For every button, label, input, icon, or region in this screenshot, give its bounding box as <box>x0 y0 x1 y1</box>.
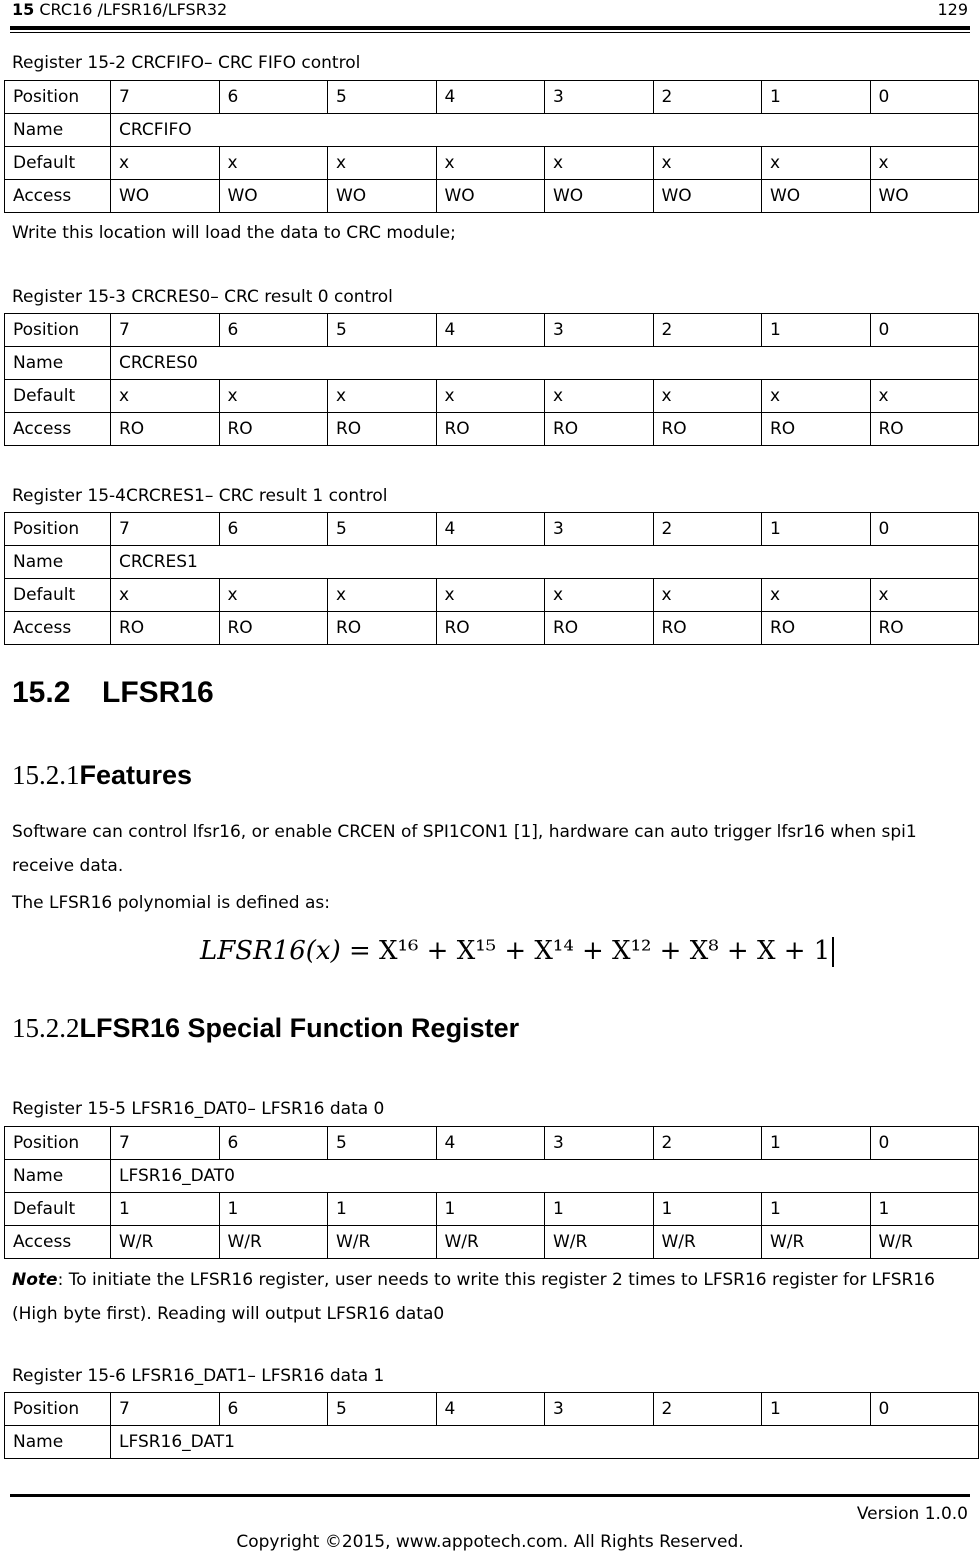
note-text: : To initiate the LFSR16 register, user needs to write this register 2 times to LFSR16 register for LFSR16 (High byte first). Reading will output LFSR16 data0 <box>12 1270 935 1324</box>
bit-cell: 5 <box>328 81 437 114</box>
row-label: Name <box>5 114 111 147</box>
bit-cell: 1 <box>762 1193 871 1226</box>
register-caption: Register 15-4CRCRES1– CRC result 1 control <box>12 486 388 506</box>
note-label: Note <box>12 1270 58 1290</box>
row-label: Name <box>5 347 111 380</box>
default-row <box>5 147 979 180</box>
access-row <box>5 413 979 446</box>
page-header <box>12 0 968 20</box>
bit-cell: 7 <box>111 314 220 347</box>
bit-cell: x <box>762 147 871 180</box>
section-title: LFSR16 <box>102 676 214 709</box>
subsection-heading-features <box>12 760 192 791</box>
bit-cell: W/R <box>219 1226 328 1259</box>
row-label: Access <box>5 1226 111 1259</box>
default-row <box>5 1193 979 1226</box>
register-note <box>12 1263 972 1331</box>
bit-cell: 1 <box>762 1393 871 1426</box>
text-cursor <box>832 937 834 967</box>
bit-cell: x <box>762 380 871 413</box>
default-row <box>5 380 979 413</box>
bit-cell: x <box>111 380 220 413</box>
features-paragraph: Software can control lfsr16, or enable CRCEN of SPI1CON1 [1], hardware can auto trigger lfsr16 when spi1 receive data. <box>12 822 917 876</box>
bit-cell: RO <box>328 413 437 446</box>
register-table-crcres0 <box>4 313 979 446</box>
subsection-number: 15.2.2 <box>12 1013 80 1043</box>
register-table-lfsr16-dat0 <box>4 1126 979 1259</box>
register-name: CRCRES1 <box>111 546 979 579</box>
bit-cell: RO <box>870 612 979 645</box>
bit-cell: 2 <box>653 1393 762 1426</box>
row-label: Name <box>5 1160 111 1193</box>
row-label: Default <box>5 380 111 413</box>
name-row <box>5 347 979 380</box>
polynomial-intro: The LFSR16 polynomial is defined as: <box>12 893 330 913</box>
bit-cell: 1 <box>653 1193 762 1226</box>
version-label: Version 1.0.0 <box>856 1504 968 1524</box>
bit-cell: 2 <box>653 314 762 347</box>
bit-cell: 1 <box>436 1193 545 1226</box>
page-number: 129 <box>937 0 968 19</box>
row-label: Default <box>5 579 111 612</box>
subsection-title: LFSR16 Special Function Register <box>79 1013 520 1043</box>
bit-cell: x <box>762 579 871 612</box>
bit-cell: 1 <box>762 81 871 114</box>
register-table-crcfifo <box>4 80 979 213</box>
bit-cell: RO <box>762 612 871 645</box>
bit-cell: 7 <box>111 1393 220 1426</box>
bit-cell: WO <box>219 180 328 213</box>
row-label: Position <box>5 1393 111 1426</box>
bit-cell: x <box>436 147 545 180</box>
subsection-number: 15.2.1 <box>12 760 80 790</box>
bit-cell: x <box>545 380 654 413</box>
bit-cell: 2 <box>653 513 762 546</box>
position-row <box>5 1393 979 1426</box>
bit-cell: RO <box>328 612 437 645</box>
bit-cell: 3 <box>545 314 654 347</box>
chapter-heading <box>12 0 227 19</box>
bit-cell: RO <box>111 612 220 645</box>
formula-rhs: = X¹⁶ + X¹⁵ + X¹⁴ + X¹² + X⁸ + X + 1 <box>349 936 831 966</box>
bit-cell: W/R <box>436 1226 545 1259</box>
bit-cell: 2 <box>653 1127 762 1160</box>
register-caption: Register 15-6 LFSR16_DAT1– LFSR16 data 1 <box>12 1366 385 1386</box>
bit-cell: WO <box>653 180 762 213</box>
bit-cell: 5 <box>328 1127 437 1160</box>
bit-cell: RO <box>762 413 871 446</box>
bit-cell: x <box>436 380 545 413</box>
bit-cell: 5 <box>328 513 437 546</box>
bit-cell: RO <box>545 612 654 645</box>
bit-cell: RO <box>653 612 762 645</box>
bit-cell: x <box>328 380 437 413</box>
bit-cell: WO <box>111 180 220 213</box>
bit-cell: x <box>870 579 979 612</box>
bit-cell: 4 <box>436 1127 545 1160</box>
bit-cell: WO <box>436 180 545 213</box>
bit-cell: RO <box>653 413 762 446</box>
position-row <box>5 81 979 114</box>
row-label: Default <box>5 1193 111 1226</box>
subsection-title: Features <box>79 760 193 790</box>
row-label: Position <box>5 81 111 114</box>
bit-cell: 0 <box>870 1127 979 1160</box>
default-row <box>5 579 979 612</box>
bit-cell: x <box>653 579 762 612</box>
bit-cell: 3 <box>545 1393 654 1426</box>
header-rule-thin <box>10 32 970 33</box>
bit-cell: W/R <box>328 1226 437 1259</box>
bit-cell: 3 <box>545 81 654 114</box>
bit-cell: x <box>436 579 545 612</box>
register-caption: Register 15-2 CRCFIFO– CRC FIFO control <box>12 53 361 73</box>
subsection-heading-sfr <box>12 1013 519 1044</box>
bit-cell: 5 <box>328 314 437 347</box>
register-caption: Register 15-5 LFSR16_DAT0– LFSR16 data 0 <box>12 1099 385 1119</box>
bit-cell: x <box>219 147 328 180</box>
bit-cell: 0 <box>870 314 979 347</box>
bit-cell: x <box>545 579 654 612</box>
row-label: Access <box>5 413 111 446</box>
bit-cell: 4 <box>436 314 545 347</box>
access-row <box>5 180 979 213</box>
register-table-lfsr16-dat1 <box>4 1392 979 1459</box>
footer-rule <box>10 1494 970 1497</box>
register-table-crcres1 <box>4 512 979 645</box>
bit-cell: x <box>328 147 437 180</box>
bit-cell: 6 <box>219 1393 328 1426</box>
access-row <box>5 1226 979 1259</box>
name-row <box>5 1426 979 1459</box>
bit-cell: WO <box>545 180 654 213</box>
formula-lhs: LFSR16(x) <box>200 936 341 966</box>
row-label: Position <box>5 1127 111 1160</box>
bit-cell: WO <box>870 180 979 213</box>
name-row <box>5 1160 979 1193</box>
bit-cell: x <box>111 147 220 180</box>
bit-cell: 1 <box>545 1193 654 1226</box>
chapter-title: CRC16 /LFSR16/LFSR32 <box>39 0 228 19</box>
bit-cell: 7 <box>111 81 220 114</box>
name-row <box>5 546 979 579</box>
position-row <box>5 314 979 347</box>
register-note: Write this location will load the data to CRC module; <box>12 223 456 243</box>
bit-cell: RO <box>111 413 220 446</box>
bit-cell: 1 <box>870 1193 979 1226</box>
bit-cell: W/R <box>762 1226 871 1259</box>
row-label: Default <box>5 147 111 180</box>
name-row <box>5 114 979 147</box>
bit-cell: 1 <box>219 1193 328 1226</box>
bit-cell: 1 <box>762 513 871 546</box>
bit-cell: WO <box>328 180 437 213</box>
bit-cell: x <box>870 147 979 180</box>
row-label: Access <box>5 180 111 213</box>
bit-cell: 1 <box>762 1127 871 1160</box>
bit-cell: 2 <box>653 81 762 114</box>
position-row <box>5 513 979 546</box>
register-name: CRCRES0 <box>111 347 979 380</box>
row-label: Position <box>5 513 111 546</box>
bit-cell: x <box>870 380 979 413</box>
access-row <box>5 612 979 645</box>
bit-cell: RO <box>436 612 545 645</box>
bit-cell: x <box>653 380 762 413</box>
bit-cell: 0 <box>870 513 979 546</box>
register-name: CRCFIFO <box>111 114 979 147</box>
bit-cell: 0 <box>870 1393 979 1426</box>
bit-cell: x <box>219 380 328 413</box>
bit-cell: 4 <box>436 81 545 114</box>
register-name: LFSR16_DAT0 <box>111 1160 979 1193</box>
bit-cell: 4 <box>436 513 545 546</box>
bit-cell: x <box>653 147 762 180</box>
bit-cell: 6 <box>219 1127 328 1160</box>
bit-cell: RO <box>545 413 654 446</box>
section-number: 15.2 <box>12 676 71 709</box>
chapter-number: 15 <box>12 0 35 19</box>
bit-cell: 6 <box>219 314 328 347</box>
row-label: Position <box>5 314 111 347</box>
row-label: Name <box>5 546 111 579</box>
bit-cell: W/R <box>545 1226 654 1259</box>
polynomial-formula <box>200 936 834 967</box>
row-label: Name <box>5 1426 111 1459</box>
bit-cell: 5 <box>328 1393 437 1426</box>
bit-cell: 1 <box>328 1193 437 1226</box>
bit-cell: 7 <box>111 513 220 546</box>
register-caption: Register 15-3 CRCRES0– CRC result 0 control <box>12 287 393 307</box>
position-row <box>5 1127 979 1160</box>
bit-cell: 7 <box>111 1127 220 1160</box>
bit-cell: 0 <box>870 81 979 114</box>
bit-cell: W/R <box>653 1226 762 1259</box>
bit-cell: x <box>219 579 328 612</box>
bit-cell: WO <box>762 180 871 213</box>
bit-cell: 1 <box>111 1193 220 1226</box>
bit-cell: RO <box>870 413 979 446</box>
bit-cell: x <box>111 579 220 612</box>
bit-cell: W/R <box>111 1226 220 1259</box>
bit-cell: 4 <box>436 1393 545 1426</box>
bit-cell: 3 <box>545 1127 654 1160</box>
bit-cell: RO <box>219 612 328 645</box>
bit-cell: 6 <box>219 81 328 114</box>
header-rule <box>10 26 970 30</box>
row-label: Access <box>5 612 111 645</box>
copyright-text: Copyright ©2015, www.appotech.com. All Rights Reserved. <box>236 1532 744 1552</box>
register-name: LFSR16_DAT1 <box>111 1426 979 1459</box>
bit-cell: 3 <box>545 513 654 546</box>
section-heading <box>12 676 214 710</box>
bit-cell: RO <box>219 413 328 446</box>
bit-cell: W/R <box>870 1226 979 1259</box>
bit-cell: RO <box>436 413 545 446</box>
bit-cell: x <box>328 579 437 612</box>
bit-cell: 1 <box>762 314 871 347</box>
bit-cell: 6 <box>219 513 328 546</box>
bit-cell: x <box>545 147 654 180</box>
